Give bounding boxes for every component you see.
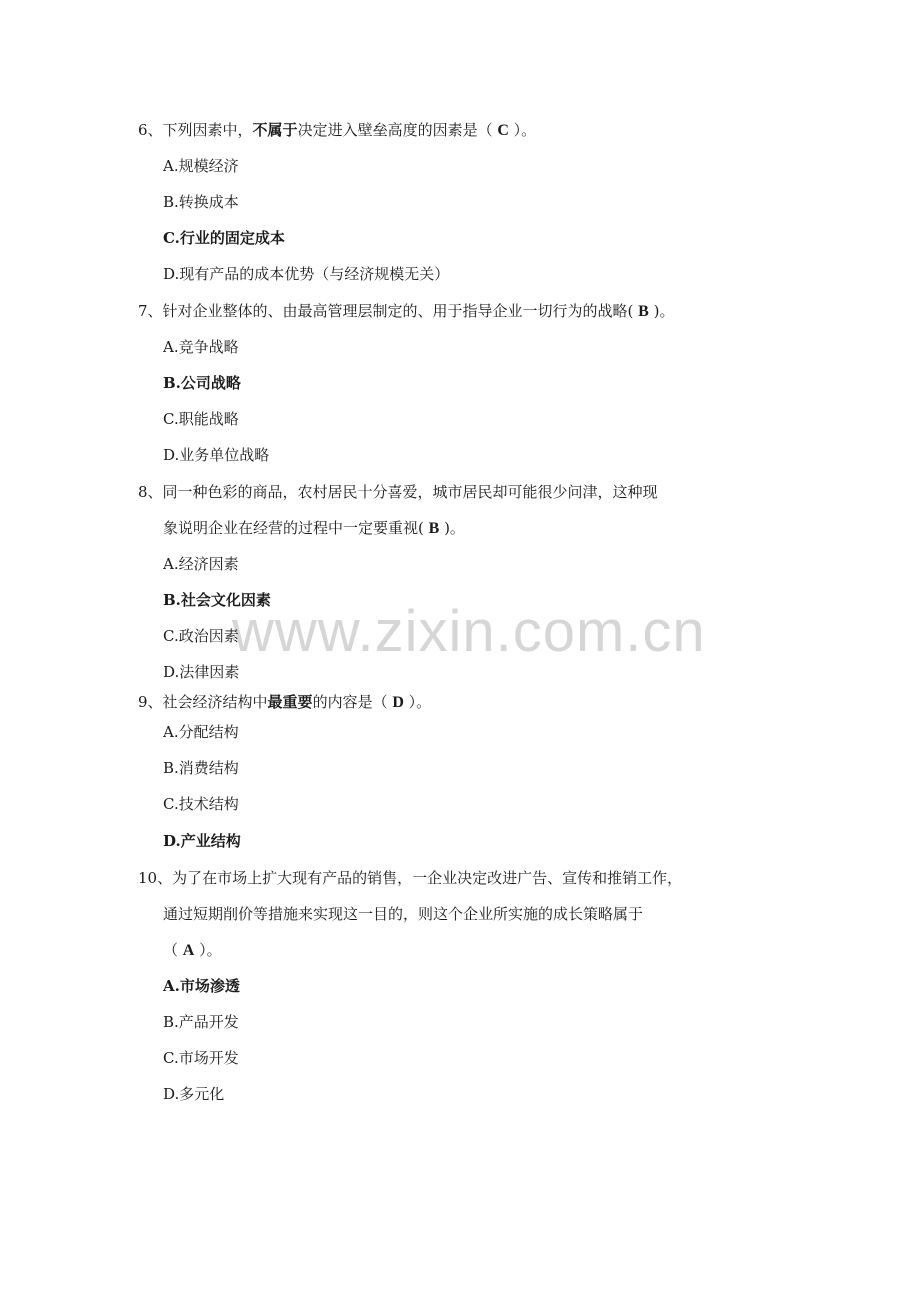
option-d: D.多元化 bbox=[163, 1085, 225, 1103]
question-8-continued bbox=[163, 518, 465, 539]
option-c: C.市场开发 bbox=[163, 1049, 239, 1067]
option-d-correct: D.产业结构 bbox=[163, 832, 241, 850]
option-b: B.转换成本 bbox=[163, 193, 239, 211]
question-text: 的内容是（ bbox=[312, 693, 393, 711]
question-7 bbox=[138, 301, 674, 322]
question-text: )。 bbox=[648, 302, 675, 320]
option-a: A.经济因素 bbox=[163, 555, 239, 573]
answer-letter: C bbox=[497, 122, 509, 139]
question-text: 6、下列因素中， bbox=[138, 121, 253, 139]
emphasis-text: 不属于 bbox=[252, 121, 298, 139]
question-text: ）。 bbox=[194, 941, 222, 959]
option-b-correct: B.公司战略 bbox=[163, 374, 241, 392]
option-b: B.产品开发 bbox=[163, 1013, 239, 1031]
question-10-continued: 通过短期削价等措施来实现这一目的，则这个企业所实施的成长策略属于 bbox=[163, 905, 644, 923]
option-a: A.竞争战略 bbox=[163, 338, 239, 356]
option-a: A.分配结构 bbox=[163, 723, 239, 741]
option-c: C.技术结构 bbox=[163, 795, 239, 813]
question-9 bbox=[138, 692, 431, 713]
question-6 bbox=[138, 120, 536, 141]
question-text: （ bbox=[163, 941, 183, 959]
question-text: 象说明企业在经营的过程中一定要重视( bbox=[163, 519, 429, 537]
option-a: A.规模经济 bbox=[163, 157, 239, 175]
watermark: www.zixin.com.cn bbox=[232, 599, 706, 664]
question-text: 决定进入壁垒高度的因素是（ bbox=[297, 121, 498, 139]
answer-letter: D bbox=[392, 694, 404, 711]
question-8: 8、同一种色彩的商品，农村居民十分喜爱，城市居民却可能很少问津，这种现 bbox=[138, 483, 658, 501]
option-c: C.政治因素 bbox=[163, 627, 239, 645]
option-d: D.现有产品的成本优势（与经济规模无关） bbox=[163, 265, 450, 283]
question-10: 10、为了在市场上扩大现有产品的销售，一企业决定改进广告、宣传和推销工作， bbox=[138, 869, 683, 887]
question-10-answer-line bbox=[163, 940, 222, 961]
question-text: 9、社会经济结构中 bbox=[138, 693, 268, 711]
option-c: C.职能战略 bbox=[163, 410, 239, 428]
option-d: D.法律因素 bbox=[163, 663, 240, 681]
option-b: B.消费结构 bbox=[163, 759, 239, 777]
answer-letter: B bbox=[428, 520, 440, 537]
option-b-correct: B.社会文化因素 bbox=[163, 591, 271, 609]
option-d: D.业务单位战略 bbox=[163, 446, 270, 464]
emphasis-text: 最重要 bbox=[267, 693, 313, 711]
question-text: )。 bbox=[439, 519, 465, 537]
option-a-correct: A.市场渗透 bbox=[163, 977, 240, 995]
question-text: ）。 bbox=[508, 121, 537, 139]
question-text: ）。 bbox=[403, 693, 432, 711]
option-c-correct: C.行业的固定成本 bbox=[163, 229, 285, 247]
answer-letter: A bbox=[182, 942, 195, 959]
answer-letter: B bbox=[638, 303, 649, 320]
question-text: 7、针对企业整体的、由最高管理层制定的、用于指导企业一切行为的战略( bbox=[138, 302, 639, 320]
